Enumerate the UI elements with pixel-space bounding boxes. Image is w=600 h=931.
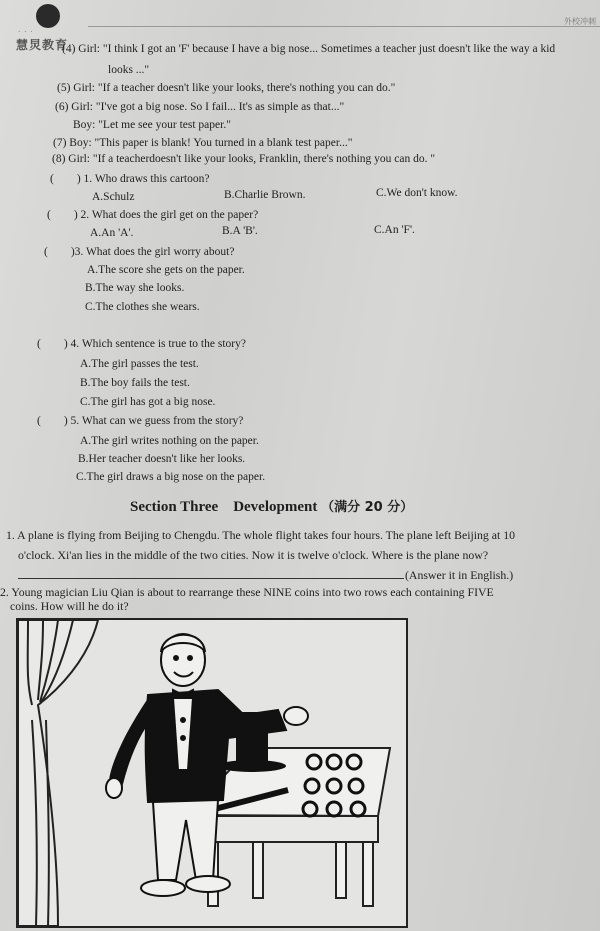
dialogue-line-7: (7) Boy: "This paper is blank! You turned in a blank test paper...": [53, 137, 353, 149]
question-3-option-a: A.The score she gets on the paper.: [87, 264, 245, 276]
section-three-heading: [130, 495, 413, 516]
question-5-option-a: A.The girl writes nothing on the paper.: [80, 435, 259, 447]
logo-subtitle: · · ·: [18, 28, 34, 36]
dialogue-line-6-boy: Boy: "Let me see your test paper.": [73, 119, 231, 131]
header-divider: [88, 26, 600, 27]
dialogue-line-5: (5) Girl: "If a teacher doesn't like your looks, there's nothing you can do.": [57, 82, 396, 94]
question-4-option-a: A.The girl passes the test.: [80, 358, 199, 370]
question-1-stem: ( ) 1. Who draws this cartoon?: [50, 173, 210, 185]
section-score: （满分 20 分）: [321, 500, 414, 515]
question-3-option-b: B.The way she looks.: [85, 282, 185, 294]
question-1-option-c: C.We don't know.: [376, 187, 458, 199]
problem-1-line-1: 1. A plane is flying from Beijing to Chengdu. The whole flight takes four hours. The plane left Beijing at 10: [6, 528, 516, 542]
question-4-option-c: C.The girl has got a big nose.: [80, 396, 216, 408]
question-2-option-a: A.An 'A'.: [90, 227, 134, 239]
question-1-option-a: A.Schulz: [92, 191, 135, 203]
magician-drawing: [18, 620, 406, 926]
logo-text: 慧炅教育: [16, 38, 69, 52]
section-title: Section Three Development: [130, 499, 318, 515]
problem-1-line-2: o'clock. Xi'an lies in the middle of the two cities. Now it is twelve o'clock. Where is the plane now?: [18, 548, 489, 562]
magician-illustration: [16, 618, 408, 928]
problem-1-answer-line[interactable]: [18, 578, 404, 579]
question-2-option-c: C.An 'F'.: [374, 224, 415, 236]
question-4-option-b: B.The boy fails the test.: [80, 377, 190, 389]
question-5-stem: ( ) 5. What can we guess from the story?: [37, 415, 244, 427]
header-right-text: 外校冲刺: [564, 17, 596, 26]
question-2-option-b: B.A 'B'.: [222, 225, 258, 237]
dialogue-line-4: (4) Girl: "I think I got an 'F' because I have a big nose... Sometimes a teacher just doesn't like the way a kid: [62, 43, 556, 55]
curtain-icon: [18, 620, 98, 926]
question-1-option-b: B.Charlie Brown.: [224, 189, 306, 201]
question-3-stem: ( )3. What does the girl worry about?: [44, 246, 235, 258]
problem-1-answer-hint: (Answer it in English.): [405, 568, 514, 582]
problem-2-line-2: coins. How will he do it?: [10, 599, 129, 613]
question-5-option-b: B.Her teacher doesn't like her looks.: [78, 453, 246, 465]
question-5-option-c: C.The girl draws a big nose on the paper.: [76, 471, 266, 483]
logo-circle-icon: [36, 4, 60, 28]
dialogue-line-4-cont: looks ...": [108, 64, 150, 76]
question-2-stem: ( ) 2. What does the girl get on the paper?: [47, 209, 259, 221]
dialogue-line-6: (6) Girl: "I've got a big nose. So I fail... It's as simple as that...": [55, 101, 345, 113]
question-4-stem: ( ) 4. Which sentence is true to the story?: [37, 338, 246, 350]
dialogue-line-8: (8) Girl: "If a teacherdoesn't like your looks, Franklin, there's nothing you can do. ": [52, 153, 436, 165]
question-3-option-c: C.The clothes she wears.: [85, 301, 200, 313]
problem-2-line-1: 2. Young magician Liu Qian is about to rearrange these NINE coins into two rows each containing FIVE: [0, 585, 494, 599]
